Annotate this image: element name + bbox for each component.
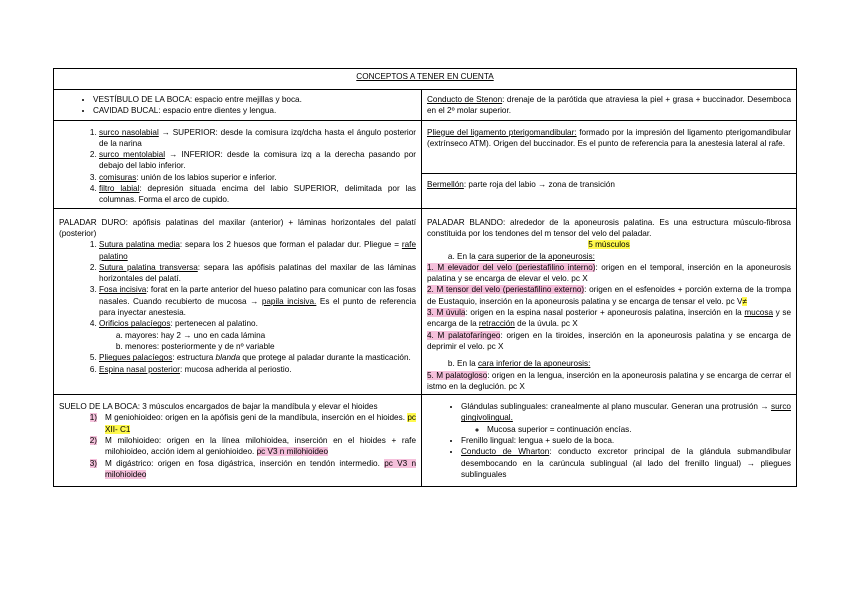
list-item-nasolabial — [99, 127, 416, 150]
muscle-palatofaringeo-name: 4. M palatofaríngeo — [427, 330, 501, 340]
paladar-duro-intro: PALADAR DURO: apófisis palatinas del maxilar (anterior) + láminas horizontales del palatí (posterior) — [59, 217, 416, 238]
mentolabial-text: → INFERIOR: desde la comisura izq a la derecha pasando por debajo del labio inferior. — [99, 150, 416, 171]
list-item-glandulas — [461, 401, 791, 435]
paladar-blando-cell — [422, 208, 797, 394]
pliegues-text: : estructura — [172, 353, 216, 363]
term-surco-gingivolingual: surco gingivolingual. — [461, 402, 791, 423]
orificios-sublist — [99, 330, 416, 353]
paladar-blando-intro: PALADAR BLANDO: alrededor de la aponeurosis palatina. Es una estructura músculo-fibrosa constituida por los tendones del m tensor del velo del paladar. — [427, 217, 791, 238]
list-item-mentolabial — [99, 149, 416, 172]
list-item-geniohioideo — [59, 412, 416, 435]
paladar-duro-list — [59, 239, 416, 375]
muscle-count-line — [427, 239, 791, 250]
table-title: CONCEPTOS A TENER EN CUENTA — [356, 72, 494, 81]
cara-superior-heading — [427, 251, 791, 262]
term-wharton: Conducto de Wharton — [461, 447, 550, 457]
num-2 — [59, 435, 105, 458]
bermellon-text: : parte roja del labio → zona de transición — [463, 179, 615, 189]
cara-superior-item — [457, 251, 791, 262]
term-pliegues: Pliegues palacíegos — [99, 353, 173, 363]
glandulas-cell — [422, 395, 797, 487]
sutura-transversa-text: : separa las apófisis palatinas del maxilar de las láminas horizontales del palatí. — [99, 262, 416, 284]
term-espina: Espina nasal posterior — [99, 364, 181, 374]
muscle-palatogloso-text: : origen en la lengua, inserción en la aponeurosis palatina y se encarga de cerrar el istmo en la deglución. pc X — [427, 370, 791, 391]
sublist-item-mucosa: ◦ Mucosa superior = continuación encías. — [487, 424, 791, 435]
muscle-tensor-mark: ≠ — [742, 296, 747, 306]
cara-inferior-prefix: En la — [457, 359, 478, 369]
lip-list — [59, 127, 416, 206]
list-item-sutura-transversa — [99, 262, 416, 285]
muscle-elevador — [427, 262, 791, 285]
muscle-elevador-name: 1. M elevador del velo (periestafilino interno) — [427, 262, 596, 272]
italic-blanda: blanda — [215, 353, 241, 363]
wharton-text: : conducto excretor principal de la glándula submandibular desembocando en la carúncula sublingual (al lado del frenillo lingual) → pliegues sublinguales — [461, 447, 791, 479]
milohioideo-content — [105, 435, 416, 458]
term-filtro: filtro labial — [99, 184, 140, 194]
digastrico-text: M digástrico: origen en fosa digástrica, inserción en tendón intermedio. — [105, 458, 385, 468]
sutura-media-text: : separa los 2 huesos que forman el paladar dur. Pliegue = — [179, 240, 402, 250]
list-item-frenillo: • Frenillo lingual: lengua + suelo de la boca. — [461, 435, 791, 446]
milohioideo-pc: pc V3 n milohioideo — [256, 447, 329, 457]
glandulas-list — [427, 401, 791, 480]
list-item-vestibulo: • VESTÍBULO DE LA BOCA: espacio entre mejillas y boca. — [93, 94, 416, 105]
list-item-cavidad: • CAVIDAD BUCAL: espacio entre dientes y lengua. — [93, 105, 416, 116]
list-item-pliegues — [99, 352, 416, 363]
table-title-cell — [54, 69, 797, 90]
term-bermellon: Bermellón — [427, 179, 464, 189]
list-item-espina — [99, 364, 416, 375]
geniohioideo-text: M geniohioideo: origen en la apófisis geni de la mandíbula, inserción en el hioides. — [105, 413, 408, 423]
list-item-sutura-media — [99, 239, 416, 262]
pliegue-text: formado por la impresión del ligamento pterigomandibular (extrínseco ATM). Origen del buccinador. Es el punto de referencia para la anestesia lateral al rafe. — [427, 127, 791, 148]
term-orificios: Orificios palacíegos — [99, 319, 171, 329]
digastrico-content — [105, 458, 416, 481]
bullet-list-vestibulo — [59, 94, 416, 117]
concepts-table — [53, 68, 797, 487]
cara-inferior-item — [457, 358, 791, 369]
term-sutura-media: Sutura palatina media — [99, 240, 180, 250]
list-item-comisuras — [99, 172, 416, 183]
muscle-tensor-text: : origen en el esfenoides + porción externa de la trompa de Eustaquio, inserción en la aponeurosis palatina y se encarga de tensar el velo. pc V — [427, 285, 791, 306]
row1-right-cell — [422, 90, 797, 121]
digastrico-pc: pc V3 n milohioideo — [105, 458, 416, 479]
muscle-palatofaringeo — [427, 330, 791, 353]
glandulas-sublist — [461, 424, 791, 435]
row2-left-cell — [54, 120, 422, 208]
cara-inferior-heading — [427, 358, 791, 369]
muscle-palatogloso-name: 5. M palatogloso — [427, 370, 488, 380]
term-comisuras: comisuras — [99, 172, 137, 182]
suelo-boca-intro: SUELO DE LA BOCA: 3 músculos encargados de bajar la mandíbula y elevar el hioides — [59, 402, 378, 412]
term-pliegue: Pliegue del ligamento pterigomandibular: — [427, 127, 577, 137]
fosa-incisiva-text: : forat en la parte anterior del hueso palatino para comunicar con las fosas nasales. Cuando recubierto de mucosa → — [99, 285, 416, 306]
paladar-duro-cell — [54, 208, 422, 394]
filtro-text: : depresión situada encima del labio SUPERIOR, delimitada por las columnas. Forma el arco de cupido. — [99, 184, 416, 205]
glandulas-text: Glándulas sublinguales: cranealmente al plano muscular. Generan una protrusión → — [461, 402, 771, 412]
uvula-end-text: de la úvula. pc X — [514, 319, 578, 329]
num-1-label: 1) — [89, 413, 97, 423]
term-nasolabial: surco nasolabial — [99, 127, 159, 137]
num-3-label: 3) — [89, 458, 97, 468]
term-papila: papila incisiva. — [261, 296, 317, 306]
num-1 — [59, 412, 105, 435]
uvula-mid-text: y se encarga de la — [427, 308, 791, 329]
sublist-item-menores: b. menores: posteriormente y de nº variable — [125, 341, 416, 352]
stenon-text: : drenaje de la parótida que atraviesa la piel + grasa + buccinador. Desemboca en el 2º molar superior. — [427, 95, 791, 116]
term-stenon: Conducto de Stenon — [427, 95, 503, 104]
list-item-digastrico — [59, 458, 416, 481]
muscle-tensor — [427, 284, 791, 307]
suelo-boca-list — [59, 412, 416, 480]
pliegues-text2: que protege al paladar durante la masticación. — [240, 353, 411, 363]
orificios-text: : pertenecen al palatino. — [170, 319, 258, 329]
list-item-fosa-incisiva — [99, 284, 416, 318]
suelo-boca-cell — [54, 395, 422, 487]
term-mucosa: mucosa — [744, 308, 773, 318]
term-fosa-incisiva: Fosa incisiva — [99, 285, 147, 295]
nasolabial-text: → SUPERIOR: desde la comisura izq/dcha hasta el ángulo posterior de la narina — [99, 127, 416, 148]
comisuras-text: : unión de los labios superior e inferior. — [136, 172, 277, 182]
muscle-palatofaringeo-text: : origen en la tiroides, inserción en la aponeurosis palatina y se encarga de deprimir el velo. pc X — [427, 330, 791, 351]
term-sutura-transversa: Sutura palatina transversa — [99, 262, 198, 272]
muscle-count: 5 músculos — [588, 240, 630, 250]
milohioideo-text: M milohioideo: origen en la línea milohioidea, inserción en el hioides + rafe milohioideo, acción idem al geniohioideo. — [105, 436, 416, 457]
muscle-uvula — [427, 307, 791, 330]
num-2-label: 2) — [89, 436, 97, 446]
muscle-tensor-name: 2. M tensor del velo (periestafilino externo) — [427, 285, 585, 295]
muscle-palatogloso — [427, 370, 791, 393]
row1-left-cell — [54, 90, 422, 121]
list-item-orificios — [99, 318, 416, 352]
list-item-wharton — [461, 446, 791, 480]
list-item-filtro — [99, 183, 416, 206]
list-item-milohioideo — [59, 435, 416, 458]
row2-right-bottom-cell — [422, 173, 797, 208]
espina-text: : mucosa adherida al periostio. — [180, 364, 292, 374]
sublist-item-mayores: a. mayores: hay 2 → uno en cada lámina — [125, 330, 416, 341]
row2-right-top-cell — [422, 120, 797, 173]
term-cara-inferior: cara inferior de la aponeurosis: — [477, 359, 591, 369]
muscle-uvula-name: 3. M úvula — [427, 308, 466, 318]
cara-superior-prefix: En la — [457, 251, 478, 261]
term-rafe: rafe palatino — [99, 240, 416, 261]
geniohioideo-content — [105, 412, 416, 435]
papila-text: Es el punto de referencia para inyectar anestesia. — [99, 296, 416, 318]
num-3 — [59, 458, 105, 481]
muscle-uvula-text: : origen en la espina nasal posterior + aponeurosis palatina, inserción en la — [465, 308, 745, 318]
term-retraccion: retracción — [478, 319, 515, 329]
muscle-elevador-text: : origen en el temporal, inserción en la aponeurosis palatina y se encarga de elevar el velo. pc X — [427, 262, 791, 284]
geniohioideo-pc: pc XII- C1 — [105, 413, 416, 434]
term-mentolabial: surco mentolabial — [99, 150, 166, 160]
term-cara-superior: cara superior de la aponeurosis: — [477, 251, 595, 261]
